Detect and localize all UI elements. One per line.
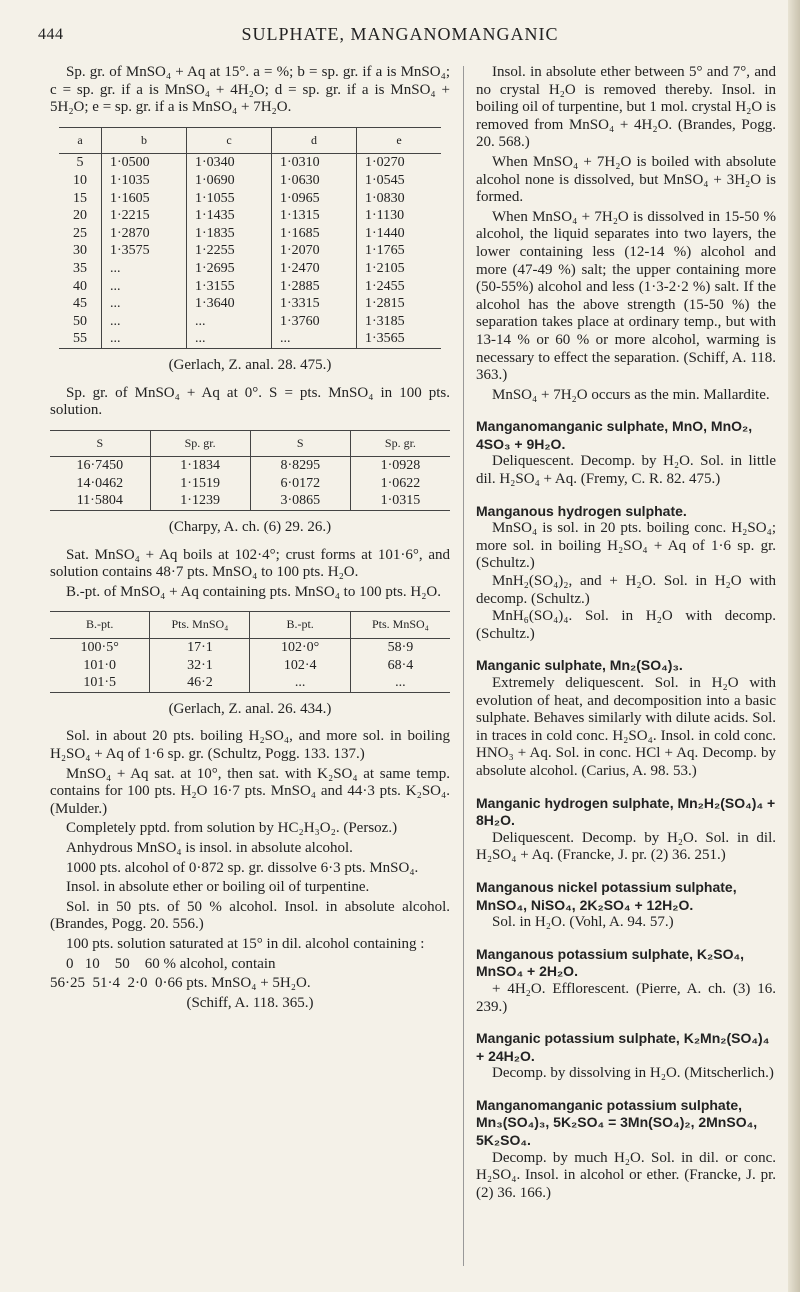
column-divider: [463, 66, 464, 1266]
schiff-source: (Schiff, A. 118. 365.): [186, 994, 314, 1011]
alcohol-paragraph: 1000 pts. alcohol of 0·872 sp. gr. dissolve 6·3 pts. MnSO₄.: [66, 859, 419, 876]
entry-text: Deliquescent. Decomp. by H₂O. Sol. in dil. H₂SO₄ + Aq. (Francke, J. pr. (2) 36. 251.): [476, 829, 776, 864]
boiled-paragraph: When MnSO₄ + 7H₂O is boiled with absolute alcohol none is dissolved, but MnSO₄ + 3H₂O is formed.: [476, 153, 776, 206]
entry-heading: Manganic potassium sulphate, K₂Mn₂(SO₄)₄ + 24H₂O.: [476, 1030, 770, 1064]
boiling-paragraph: Sat. MnSO₄ + Aq boils at 102·4°; crust forms at 101·6°, and solution contains 48·7 pts. MnSO₄ to 100 pts. H₂O.: [50, 546, 450, 581]
entry-text: Decomp. by dissolving in H₂O. (Mitscherlich.): [492, 1065, 774, 1082]
table-column-s2: 8·8295 6·0172 3·0865: [250, 457, 350, 511]
table-column-pts1: 17·1 32·1 46·2: [150, 639, 250, 693]
col-header-c: c: [187, 127, 272, 154]
col-header-spgr2: Sp. gr.: [350, 430, 450, 457]
fifty-percent-paragraph: Sol. in 50 pts. of 50 % alcohol. Insol. in absolute alcohol. (Brandes, Pogg. 20. 556.): [50, 898, 450, 933]
sp-gr-table-0: [50, 430, 450, 511]
table-column-spgr2: 1·0928 1·0622 1·0315: [350, 457, 450, 511]
entry-heading: Manganic sulphate, Mn₂(SO₄)₃.: [476, 657, 683, 674]
entry-heading: Manganous potassium sulphate, K₂SO₄, MnSO₄ + 2H₂O.: [476, 945, 745, 980]
ether-paragraph: Insol. in absolute ether or boiling oil of turpentine.: [66, 879, 370, 896]
entry-text: Extremely deliquescent. Sol. in H₂O with evolution of heat, and decomposition into a basic sulphate. Behaves similarly with dilute acids. Sol. in traces in cold conc. H₂SO₄. Insol. in cold conc. HNO₃ + Aq. Sol. in conc. HCl + Aq. Decomp. by absolute alcohol. (Carius, A. 98. 53.): [476, 675, 776, 779]
intro-paragraph: Sp. gr. of MnSO₄ + Aq at 15°. a = %; b = sp. gr. if a is MnSO₄; c = sp. gr. if a is MnSO₄ + 4H₂O; d = sp. gr. if a is MnSO₄ + 5H₂O; e = sp. gr. if a is MnSO₄ + 7H₂O.: [50, 64, 450, 116]
mnso4-pts-row: 56·25 51·4 2·0 0·66 pts. MnSO₄ + 5H₂O.: [50, 975, 311, 992]
table-column-d: 1·0310 1·0630 1·0965 1·1315 1·1685 1·2070 1·2470 1·2885 1·3315 1·3760 ...: [272, 154, 357, 349]
col-header-e: e: [357, 127, 442, 154]
entry-text: Sol. in H₂O. (Vohl, A. 94. 57.): [492, 914, 674, 931]
table-column-s1: 16·7450 14·0462 11·5804: [76, 458, 124, 509]
col-header-s1: S: [50, 430, 150, 457]
mallardite-paragraph: MnSO₄ + 7H₂O occurs as the min. Mallardite.: [492, 386, 770, 403]
layers-paragraph: When MnSO₄ + 7H₂O is dissolved in 15-50 % alcohol, the liquid separates into two layers, the lower containing less (12-14 %) alcohol and more (47-49 %) salt; the upper containing more (50-55%) alcohol and less (1·3-2·2 %) salt. If the alcohol has the above strength (15-50 %) the separation takes place at ordinary temp., but with 13-14 % or 60 % or more alcohol, warming is necessary to effect the separation. (Schiff, A. 118. 363.): [476, 208, 776, 384]
right-column: [476, 64, 776, 1202]
ether-insol-paragraph: Insol. in absolute ether between 5° and 7°, and no crystal H₂O is removed thereby. Insol. in boiling oil of turpentine, but 1 mol. crystal H₂O is removed from MnSO₄ + 4H₂O. (Brandes, Pogg. 20. 568.): [476, 64, 776, 151]
col-header-pts1: Pts. MnSO₄: [150, 612, 250, 639]
table2-source: (Charpy, A. ch. (6) 29. 26.): [168, 519, 332, 536]
sp-gr-0-paragraph: Sp. gr. of MnSO₄ + Aq at 0°. S = pts. MnSO₄ in 100 pts. solution.: [50, 384, 450, 419]
col-header-b: b: [102, 127, 187, 154]
saturated-paragraph: 100 pts. solution saturated at 15° in dil. alcohol containing :: [66, 935, 425, 952]
col-header-bpt1: B.-pt.: [50, 612, 150, 639]
col-header-bpt2: B.-pt.: [250, 612, 350, 639]
solubility-paragraph: Sol. in about 20 pts. boiling H₂SO₄, and more sol. in boiling H₂SO₄ + Aq of 1·6 sp. gr. (Schultz, Pogg. 133. 137.): [50, 728, 450, 762]
entry-text: + 4H₂O. Efflorescent. (Pierre, A. ch. (3) 16. 239.): [476, 980, 776, 1015]
entry-heading: Manganous nickel potassium sulphate, MnSO₄, NiSO₄, 2K₂SO₄ + 12H₂O.: [476, 878, 737, 913]
entry-text: MnH₂(SO₄)₂, and + H₂O. Sol. in H₂O with decomp. (Schultz.): [476, 573, 776, 607]
bpt-paragraph: B.-pt. of MnSO₄ + Aq containing pts. MnSO₄ to 100 pts. H₂O.: [66, 583, 441, 600]
col-header-spgr1: Sp. gr.: [150, 430, 250, 457]
entry-text: Decomp. by much H₂O. Sol. in dil. or conc. H₂SO₄. Insol. in alcohol or ether. (Francke, J. pr. (2) 36. 166.): [476, 1149, 776, 1201]
entry-text: MnH₆(SO₄)₄. Sol. in H₂O with decomp. (Schultz.): [476, 608, 776, 642]
entry-heading: Manganomanganic potassium sulphate, Mn₃(SO₄)₃, 5K₂SO₄ = 3Mn(SO₄)₂, 2MnSO₄, 5K₂SO₄.: [476, 1096, 758, 1149]
alcohol-percent-row: 0 10 50 60 % alcohol, contain: [66, 955, 276, 972]
scan-edge: [788, 0, 800, 1292]
col-header-a: a: [59, 127, 102, 154]
anhydrous-paragraph: Anhydrous MnSO₄ is insol. in absolute alcohol.: [66, 839, 353, 856]
table-column-bpt2: 102·0° 102·4 ...: [250, 639, 350, 693]
k2so4-paragraph: MnSO₄ + Aq sat. at 10°, then sat. with K₂SO₄ at same temp. contains for 100 pts. H₂O 16·7 pts. MnSO₄ and 44·3 pts. K₂SO₄. (Mulder.): [50, 765, 450, 817]
entry-text: Deliquescent. Decomp. by H₂O. Sol. in little dil. H₂SO₄ + Aq. (Fremy, C. R. 82. 475.): [476, 453, 776, 488]
bpt-table: [50, 611, 450, 692]
col-header-s2: S: [250, 430, 350, 457]
entry-heading: Manganomanganic sulphate, MnO, MnO₂, 4SO₃ + 9H₂O.: [476, 418, 753, 452]
left-column: [50, 64, 450, 1014]
running-head: SULPHATE, MANGANOMANGANIC: [241, 24, 559, 44]
table-column-b: 1·0500 1·1035 1·1605 1·2215 1·2870 1·3575 ... ... ... ... ...: [102, 154, 187, 349]
col-header-pts2: Pts. MnSO₄: [350, 612, 450, 639]
sp-gr-table-15: [59, 127, 441, 349]
table-column-e: 1·0270 1·0545 1·0830 1·1130 1·1440 1·1765 1·2105 1·2455 1·2815 1·3185 1·3565: [357, 154, 442, 349]
pptd-paragraph: Completely pptd. from solution by HC₂H₃O₂. (Persoz.): [66, 820, 398, 837]
table3-source: (Gerlach, Z. anal. 26. 434.): [168, 700, 332, 717]
entry-heading: Manganous hydrogen sulphate.: [476, 502, 687, 519]
table-column-pts2: 58·9 68·4 ...: [350, 639, 450, 693]
entry-heading: Manganic hydrogen sulphate, Mn₂H₂(SO₄)₄ + 8H₂O.: [476, 794, 776, 829]
table1-source: (Gerlach, Z. anal. 28. 475.): [168, 356, 332, 373]
entry-text: MnSO₄ is sol. in 20 pts. boiling conc. H₂SO₄; more sol. in boiling H₂SO₄ + Aq of 1·6 sp. gr. (Schultz.): [476, 520, 776, 572]
table-column-spgr1: 1·1834 1·1519 1·1239: [150, 457, 250, 511]
table-column-a: 5 10 15 20 25 30 35 40 45 50 55: [73, 155, 87, 347]
table-column-c: 1·0340 1·0690 1·1055 1·1435 1·1835 1·2255 1·2695 1·3155 1·3640 ... ...: [187, 154, 272, 349]
col-header-d: d: [272, 127, 357, 154]
table-column-bpt1: 100·5° 101·0 101·5: [80, 640, 119, 691]
page-number: 444: [38, 26, 64, 43]
